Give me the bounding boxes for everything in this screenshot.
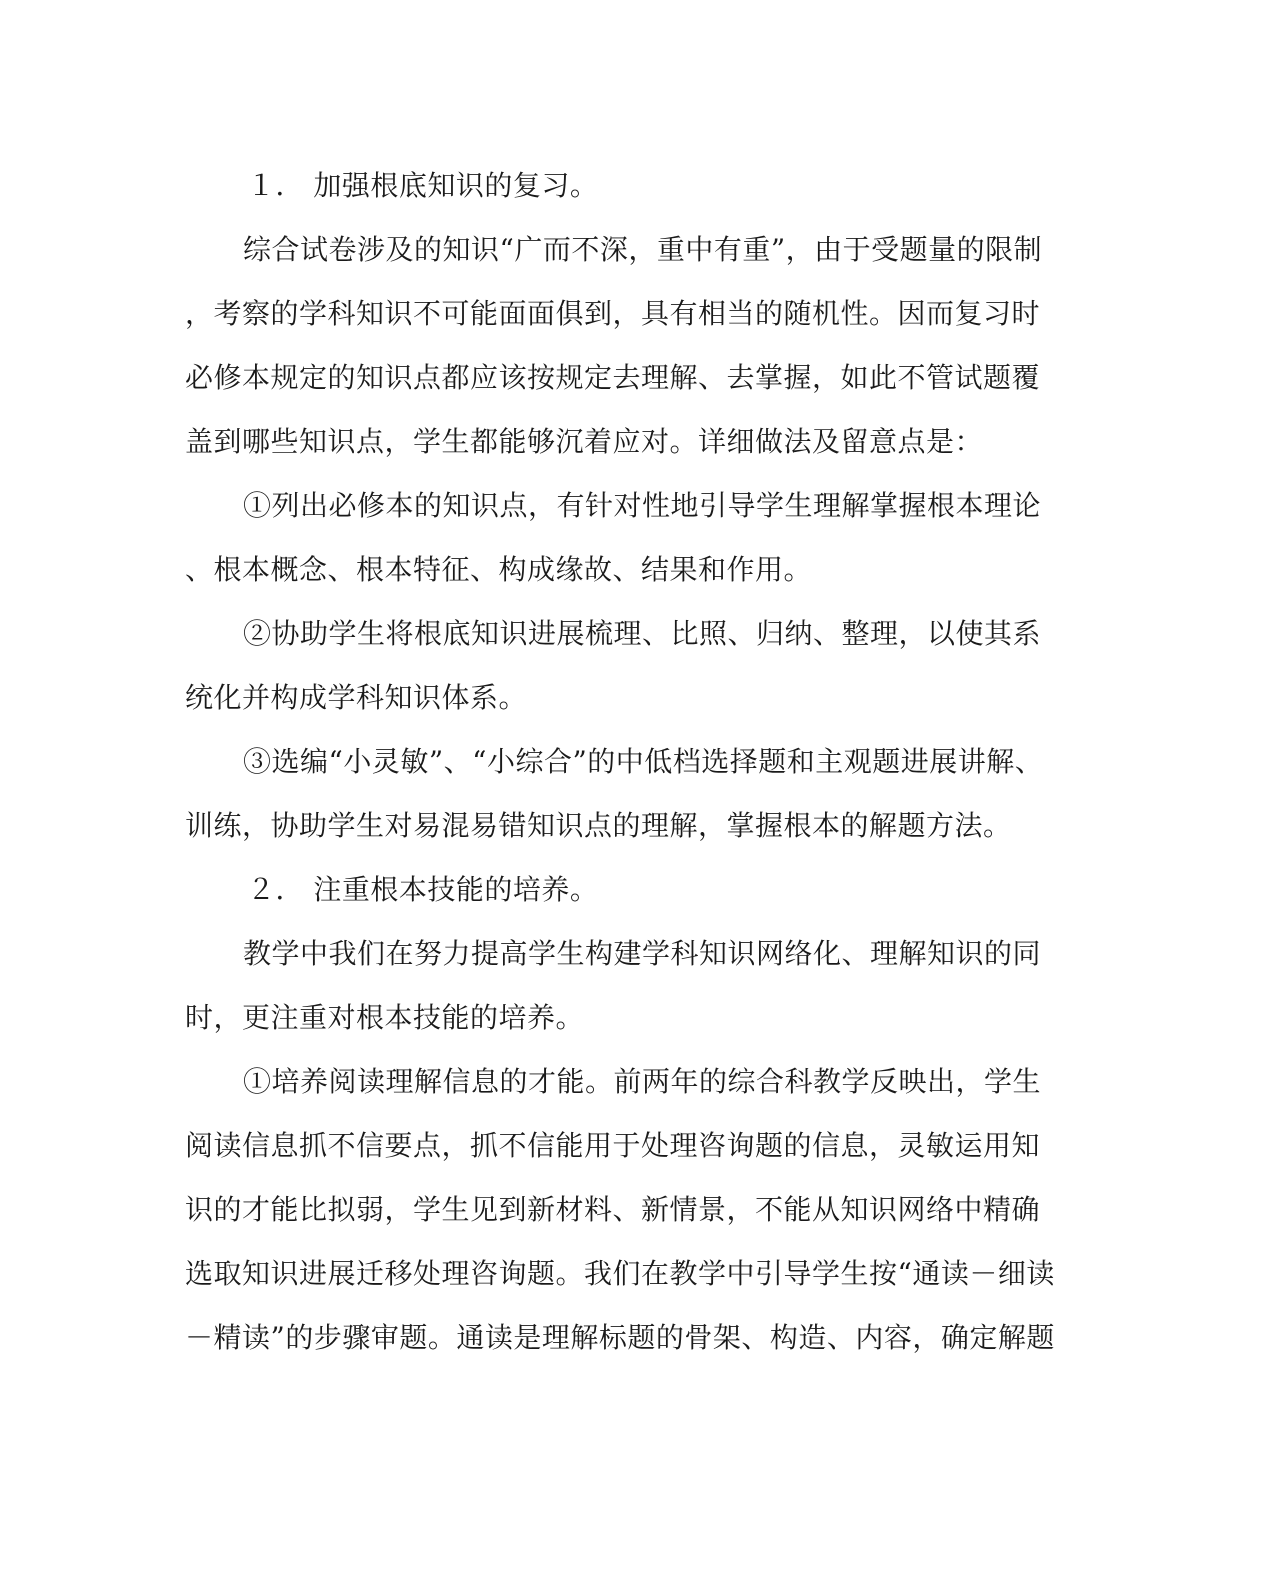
paragraph-line: 盖到哪些知识点，学生都能够沉着应对。详细做法及留意点是：	[185, 425, 984, 458]
paragraph-line: 时，更注重对根本技能的培养。	[185, 1001, 585, 1034]
heading-2: ２． 注重根本技能的培养。	[247, 873, 599, 906]
list-item-line: ①培养阅读理解信息的才能。前两年的综合科教学反映出，学生	[243, 1065, 1042, 1098]
list-item-line: －精读”的步骤审题。通读是理解标题的骨架、构造、内容，确定解题	[185, 1321, 1055, 1354]
list-item-line: 、根本概念、根本特征、构成缘故、结果和作用。	[185, 553, 813, 586]
list-item-line: 识的才能比拟弱，学生见到新材料、新情景，不能从知识网络中精确	[185, 1193, 1041, 1226]
list-item-line: ①列出必修本的知识点，有针对性地引导学生理解掌握根本理论	[243, 489, 1042, 522]
heading-1: １． 加强根底知识的复习。	[247, 169, 599, 202]
paragraph-line: 必修本规定的知识点都应该按规定去理解、去掌握，如此不管试题覆	[185, 361, 1041, 394]
list-item-line: 阅读信息抓不信要点，抓不信能用于处理咨询题的信息，灵敏运用知	[185, 1129, 1041, 1162]
list-item-line: 统化并构成学科知识体系。	[185, 681, 528, 714]
paragraph-line: 教学中我们在努力提高学生构建学科知识网络化、理解知识的同	[243, 937, 1042, 970]
paragraph-line: ，考察的学科知识不可能面面俱到，具有相当的随机性。因而复习时	[185, 297, 1041, 330]
paragraph-line: 综合试卷涉及的知识“广而不深，重中有重”，由于受题量的限制	[243, 233, 1043, 266]
list-item-line: 选取知识进展迁移处理咨询题。我们在教学中引导学生按“通读－细读	[185, 1257, 1055, 1290]
list-item-line: ③选编“小灵敏”、“小综合”的中低档选择题和主观题进展讲解、	[243, 745, 1044, 778]
list-item-line: 训练，协助学生对易混易错知识点的理解，掌握根本的解题方法。	[185, 809, 1012, 842]
list-item-line: ②协助学生将根底知识进展梳理、比照、归纳、整理，以使其系	[243, 617, 1042, 650]
